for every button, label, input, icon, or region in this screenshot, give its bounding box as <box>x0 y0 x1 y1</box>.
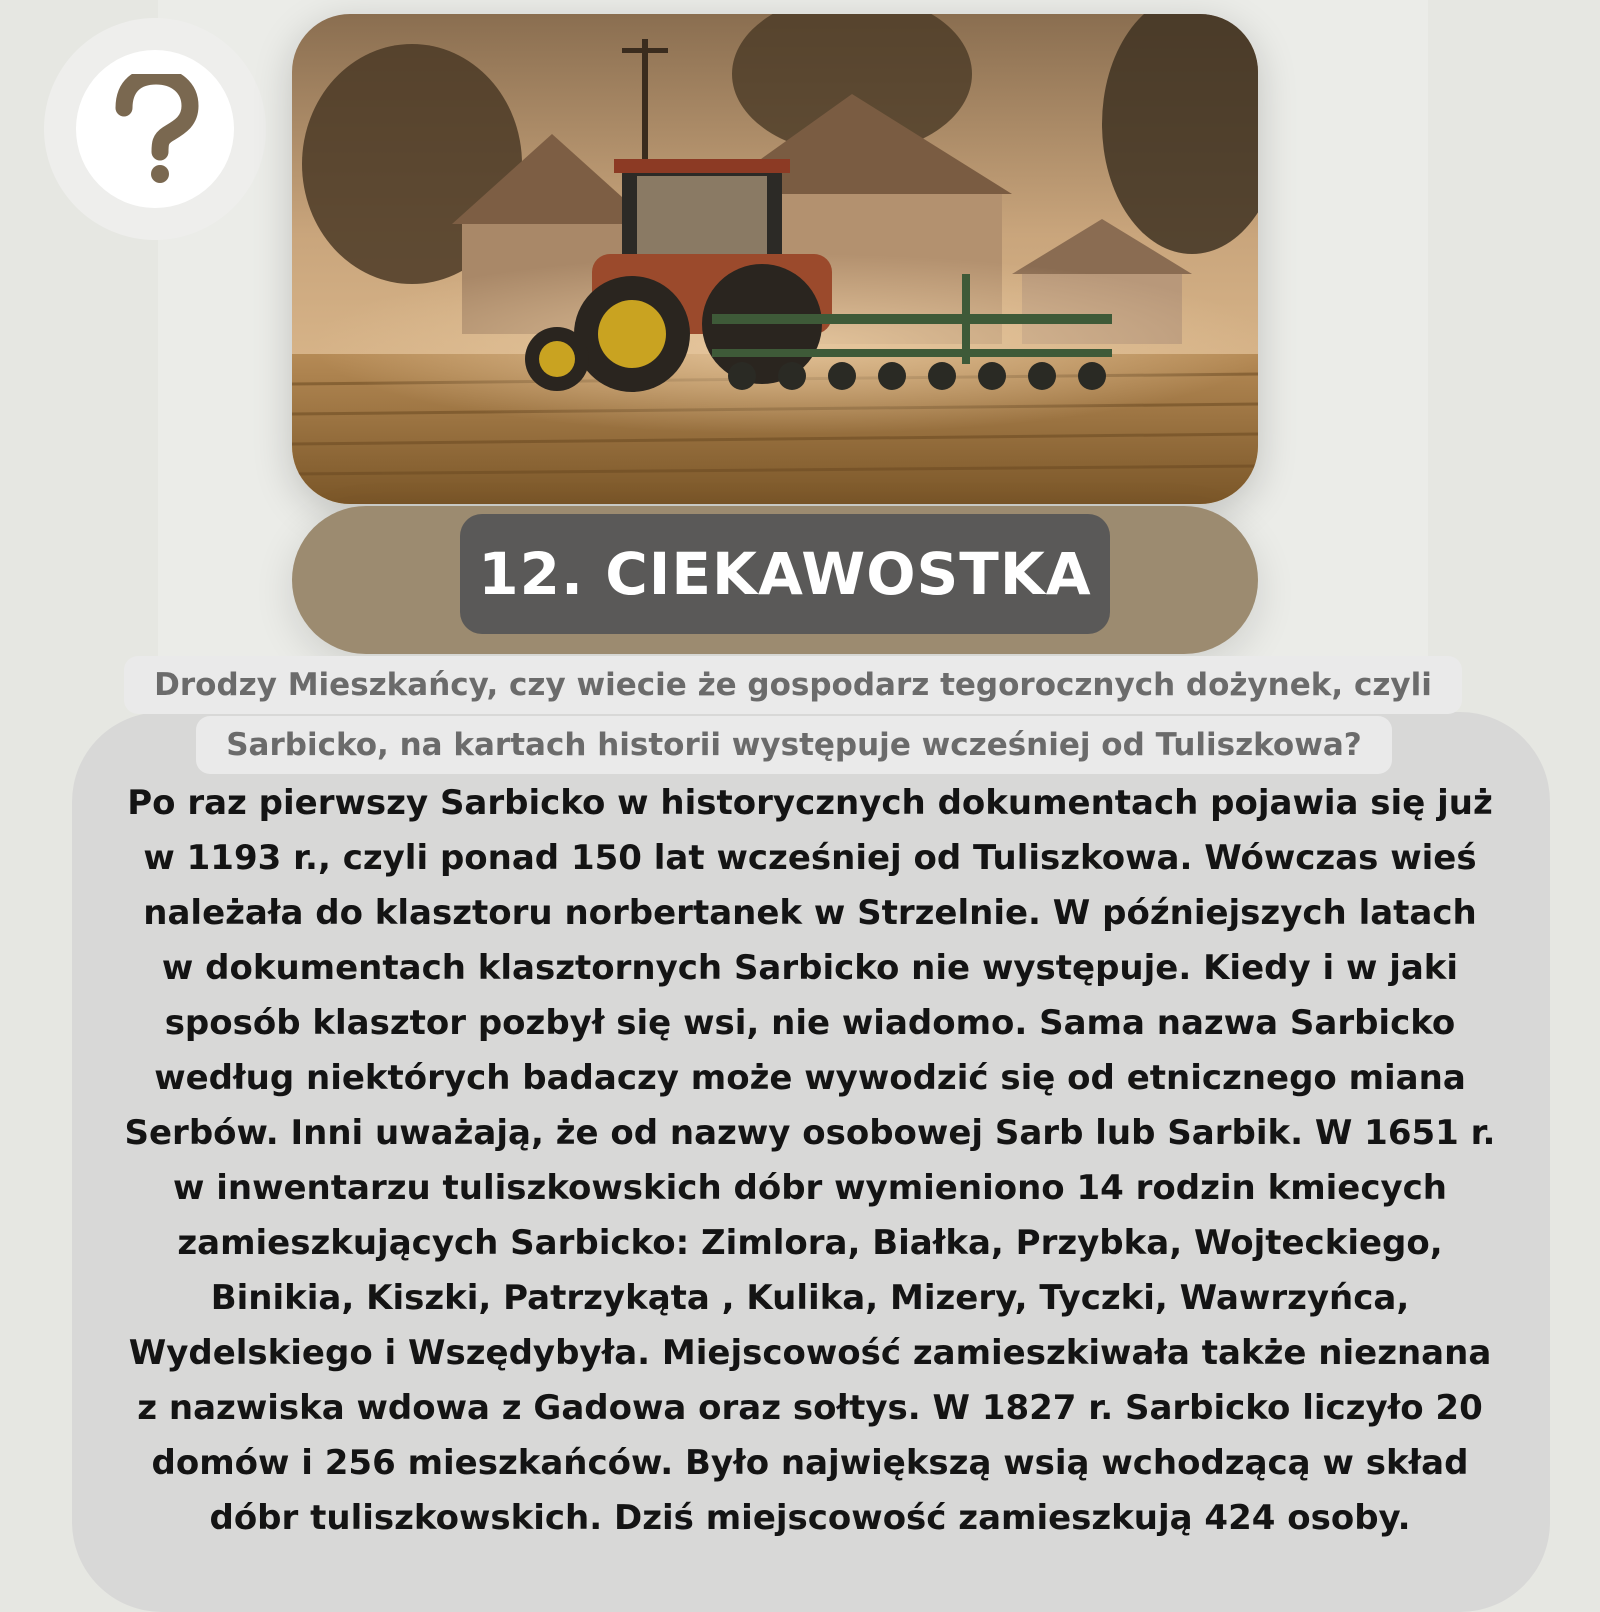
body-line: w inwentarzu tuliszkowskich dóbr wymieniono 14 rodzin kmiecych <box>172 1168 1448 1208</box>
body-line: Wydelskiego i Wszędybyła. Miejscowość zamieszkiwała także nieznana <box>128 1333 1492 1373</box>
page-title: 12. CIEKAWOSTKA <box>478 540 1092 608</box>
body-line: domów i 256 mieszkańców. Było największą wsią wchodzącą w skład <box>151 1443 1469 1483</box>
help-badge-inner <box>76 50 234 208</box>
title-box <box>460 514 1110 634</box>
body-line: z nazwiska wdowa z Gadowa oraz sołtys. W 1827 r. Sarbicko liczyło 20 <box>137 1388 1483 1428</box>
intro-line-1: Drodzy Mieszkańcy, czy wiecie że gospodarz tegorocznych dożynek, czyli <box>124 656 1462 714</box>
body-text <box>78 776 1542 1546</box>
body-line: Po raz pierwszy Sarbicko w historycznych dokumentach pojawia się już <box>127 783 1493 823</box>
question-mark-icon <box>110 74 200 184</box>
tractor-field-photo <box>292 14 1258 504</box>
body-line: w 1193 r., czyli ponad 150 lat wcześniej od Tuliszkowa. Wówczas wieś <box>143 838 1477 878</box>
body-line: według niektórych badaczy może wywodzić się od etnicznego miana <box>154 1058 1466 1098</box>
body-line: dóbr tuliszkowskich. Dziś miejscowość zamieszkują 424 osoby. <box>209 1498 1411 1538</box>
body-line: w dokumentach klasztornych Sarbicko nie występuje. Kiedy i w jaki <box>161 948 1459 988</box>
body-line: zamieszkujących Sarbicko: Zimlora, Białka, Przybka, Wojteckiego, <box>177 1223 1443 1263</box>
body-line: sposób klasztor pozbył się wsi, nie wiadomo. Sama nazwa Sarbicko <box>164 1003 1456 1043</box>
body-line: Binikia, Kiszki, Patrzykąta , Kulika, Mizery, Tyczki, Wawrzyńca, <box>210 1278 1410 1318</box>
body-line: należała do klasztoru norbertanek w Strzelnie. W późniejszych latach <box>143 893 1477 933</box>
intro-line-2: Sarbicko, na kartach historii występuje wcześniej od Tuliszkowa? <box>196 716 1392 774</box>
body-line: Serbów. Inni uważają, że od nazwy osobowej Sarb lub Sarbik. W 1651 r. <box>124 1113 1496 1153</box>
help-badge <box>44 18 266 240</box>
